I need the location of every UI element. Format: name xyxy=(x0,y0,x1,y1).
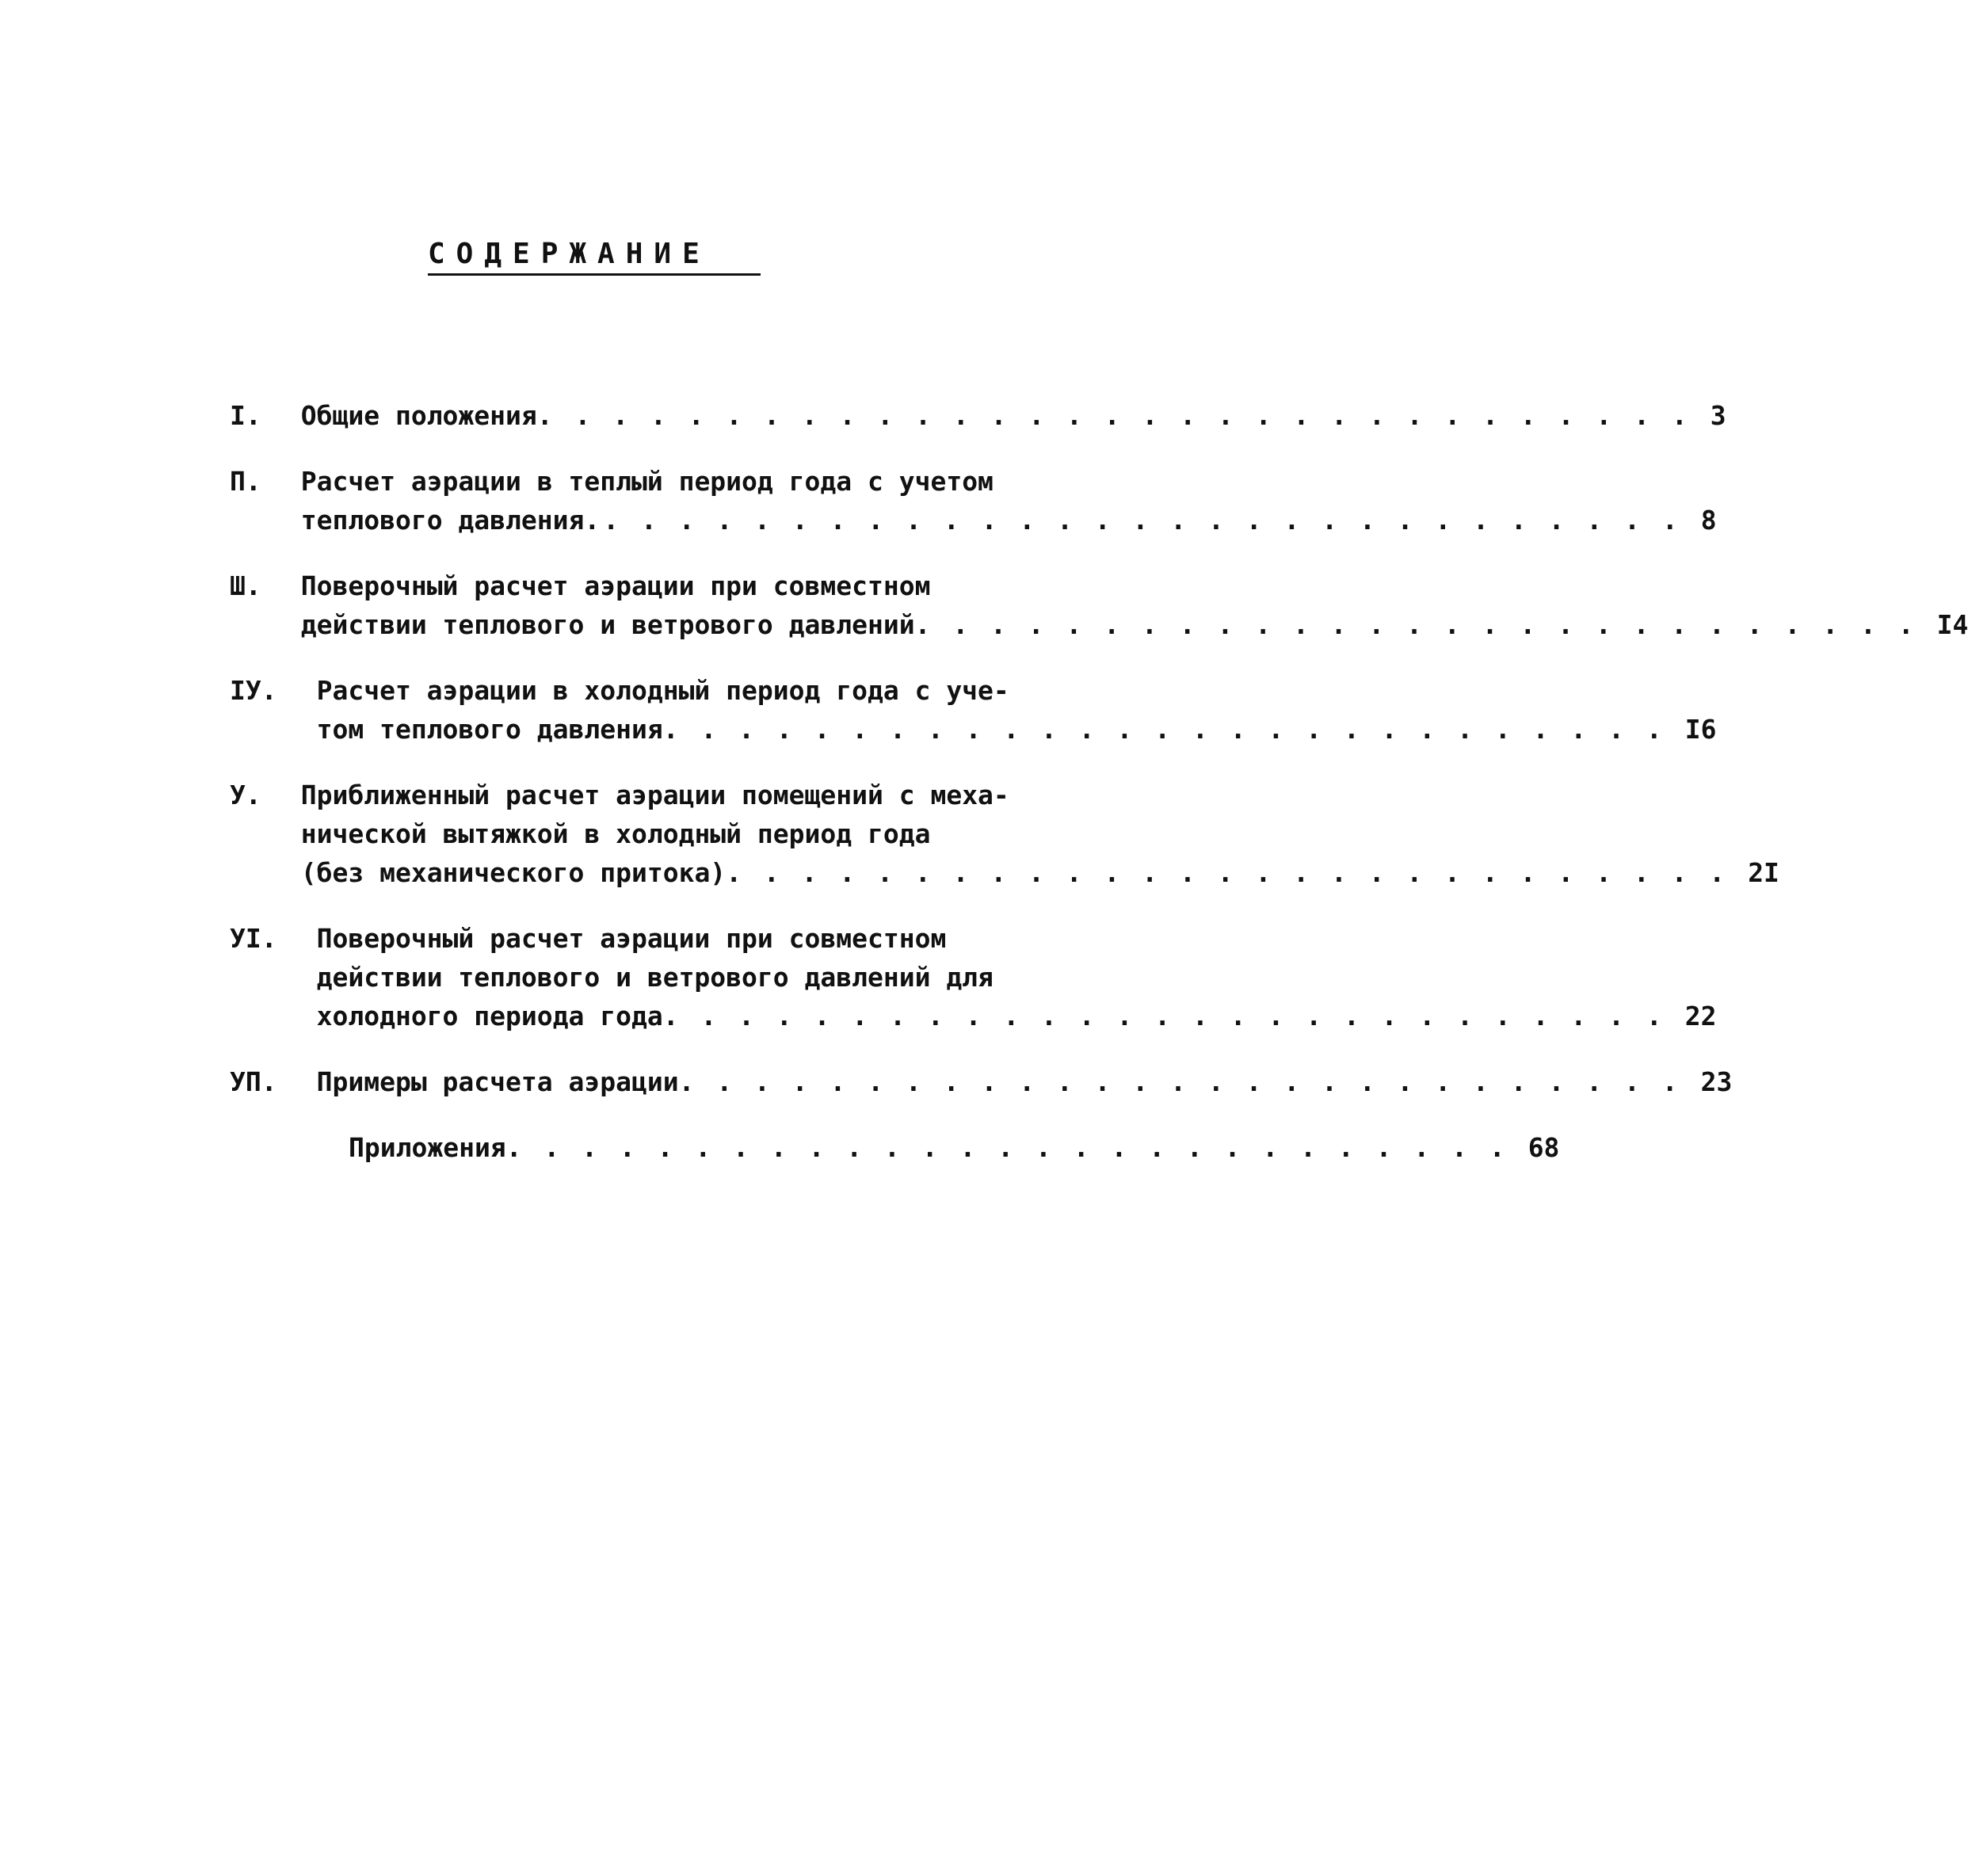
section-number: Ш. xyxy=(230,570,261,601)
section-title: Приближенный расчет аэрации помещений с меха- нической вытяжкой в холодный период года (без механического притока) . . . . . . . . . . . . . . . . . . . . . . . . . . . xyxy=(301,776,1728,892)
page-number: I4 xyxy=(1936,609,1968,640)
leader-dots: . . . . . . . . . . . . . . . . . . . . . . . . . . . xyxy=(678,1066,1681,1097)
page-number: 68 xyxy=(1527,1132,1560,1163)
section-number: У. xyxy=(230,780,261,810)
toc-entry-2 xyxy=(230,462,1717,540)
section-title: Поверочный расчет аэрации при совместном действии теплового и ветрового давлений для холодного периода года . . . . . . . . . . . . . . . . . . . . . . . . . . . xyxy=(317,919,1665,1035)
section-title: Расчет аэрации в теплый период года с учетом теплового давления .. . . . . . . . . . . . . . . . . . . . . . . . . . . . . xyxy=(301,462,1681,540)
section-title: Поверочный расчет аэрации при совместном действии теплового и ветрового давлений . . . . . . . . . . . . . . . . . . . . . . . . . . . xyxy=(301,566,1917,644)
section-title: Общие положения . . . . . . . . . . . . . . . . . . . . . . . . . . . . . . . xyxy=(301,396,1691,435)
page-number: 23 xyxy=(1700,1066,1733,1097)
section-number: УП. xyxy=(230,1066,277,1097)
page-number: 3 xyxy=(1710,400,1726,431)
section-number: IУ. xyxy=(230,675,277,706)
leader-dots: . . . . . . . . . . . . . . . . . . . . . . . . . . . . . . . xyxy=(536,400,1691,431)
page-number: 22 xyxy=(1684,1001,1717,1031)
table-of-contents xyxy=(230,396,1968,1194)
leader-dots: . . . . . . . . . . . . . . . . . . . . . . . . . . . xyxy=(726,857,1729,888)
leader-dots: .. . . . . . . . . . . . . . . . . . . . . . . . . . . . . xyxy=(584,505,1681,536)
toc-entry-5 xyxy=(230,776,1779,892)
leader-dots: . . . . . . . . . . . . . . . . . . . . . . . . . . . xyxy=(662,1001,1665,1031)
toc-entry-7 xyxy=(230,1062,1733,1101)
section-number: УI. xyxy=(230,923,277,954)
toc-entry-6 xyxy=(230,919,1717,1035)
section-title: Расчет аэрации в холодный период года с уче- том теплового давления . . . . . . . . . . . . . . . . . . . . . . . . . . . xyxy=(317,671,1665,749)
page-title: СОДЕРЖАНИЕ xyxy=(428,238,761,276)
section-title: Примеры расчета аэрации . . . . . . . . . . . . . . . . . . . . . . . . . . . xyxy=(317,1062,1681,1101)
section-number: П. xyxy=(230,466,261,497)
leader-dots: . . . . . . . . . . . . . . . . . . . . . . . . . . . xyxy=(662,714,1665,745)
page-number: 2I xyxy=(1748,857,1779,888)
leader-dots: . . . . . . . . . . . . . . . . . . . . . . . . . . . xyxy=(505,1132,1508,1163)
section-title: Приложения . . . . . . . . . . . . . . . . . . . . . . . . . . . xyxy=(269,1128,1508,1167)
toc-entry-appendix xyxy=(230,1128,1560,1167)
toc-entry-3 xyxy=(230,566,1968,644)
section-number: I. xyxy=(230,400,261,431)
page-number: I6 xyxy=(1684,714,1717,745)
toc-entry-1 xyxy=(230,396,1726,435)
leader-dots: . . . . . . . . . . . . . . . . . . . . . . . . . . . xyxy=(914,609,1917,640)
toc-entry-4 xyxy=(230,671,1717,749)
page-number: 8 xyxy=(1700,505,1717,536)
